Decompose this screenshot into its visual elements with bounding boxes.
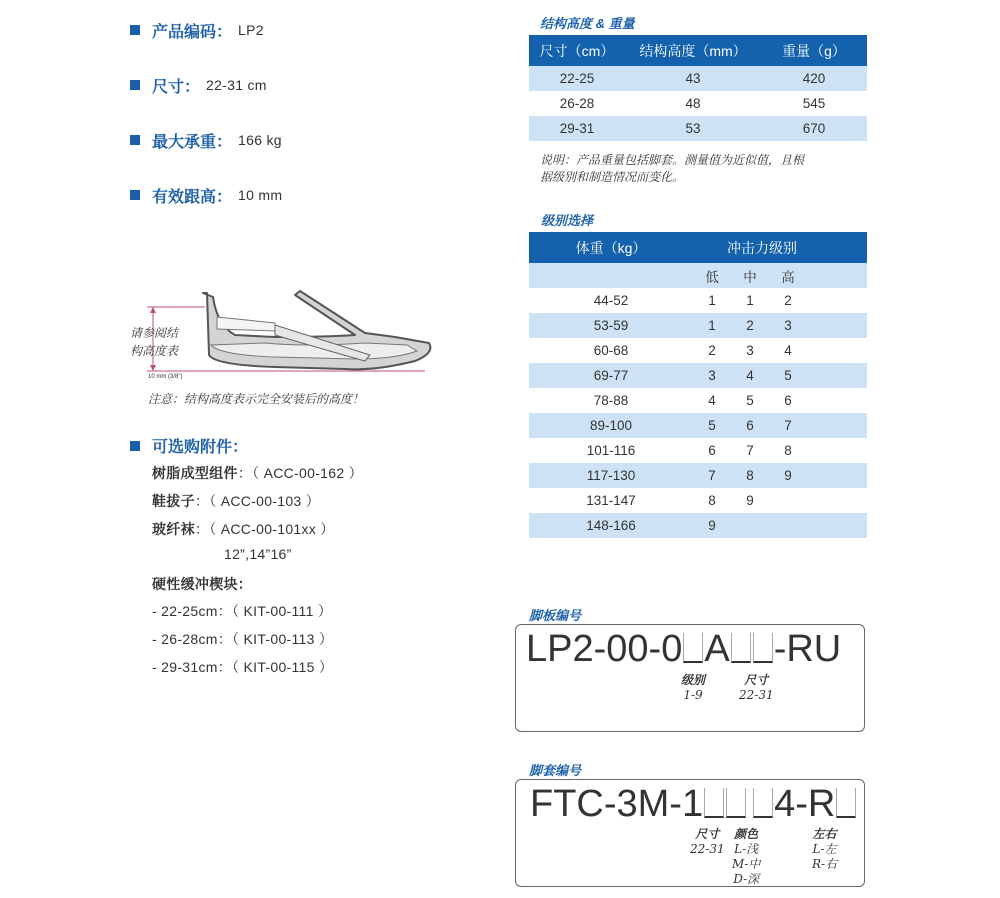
code-part: A bbox=[704, 628, 730, 670]
spec-label: 尺寸： bbox=[152, 78, 201, 96]
table-header-cell: 结构高度（mm） bbox=[625, 35, 761, 66]
table-cell: 60-68 bbox=[593, 343, 629, 358]
table-cell: 53-59 bbox=[529, 313, 693, 338]
table-cell: 6 bbox=[784, 393, 792, 408]
accessory-name: 树脂成型组件 bbox=[152, 465, 238, 481]
table-cell: 4 bbox=[731, 363, 769, 388]
code-label-value: L-浅 bbox=[734, 842, 759, 856]
table-header-row bbox=[529, 232, 867, 263]
table-cell bbox=[807, 338, 867, 363]
size-slot bbox=[753, 633, 773, 663]
accessory-name: 鞋拔子 bbox=[152, 493, 195, 509]
table-cell bbox=[731, 513, 769, 538]
table-cell bbox=[807, 413, 867, 438]
table-cell: 44-52 bbox=[593, 293, 629, 308]
table-cell bbox=[807, 513, 867, 538]
table-cell: 2 bbox=[708, 343, 716, 358]
table-row bbox=[529, 463, 867, 488]
table-row bbox=[529, 413, 867, 438]
code-label-title: 颜色 bbox=[734, 827, 759, 841]
table-row bbox=[529, 513, 867, 538]
spec-value: 22-31 cm bbox=[206, 77, 267, 93]
foot-plate-code-title: 脚板编号 bbox=[529, 608, 582, 623]
figure-caption: 注意：结构高度表示完全安装后的高度！ bbox=[148, 392, 365, 406]
table-cell: 53 bbox=[625, 116, 761, 141]
table-cell: 29-31 bbox=[529, 116, 625, 141]
table-cell bbox=[807, 438, 867, 463]
code-label-value: 22-31 bbox=[690, 842, 725, 856]
bullet-square-icon bbox=[130, 441, 140, 451]
side-slot-label bbox=[812, 827, 837, 872]
table-cell: 117-130 bbox=[529, 463, 693, 488]
table-row bbox=[529, 116, 867, 141]
spec-value: 10 mm bbox=[238, 187, 283, 203]
size-slot bbox=[731, 633, 751, 663]
table-cell: 1 bbox=[708, 293, 716, 308]
table-subheader-cell: 低 bbox=[693, 263, 731, 288]
foot-plate-code-box bbox=[515, 624, 865, 732]
accessory-item bbox=[152, 491, 320, 511]
table-cell: 69-77 bbox=[529, 363, 693, 388]
table-cell bbox=[529, 263, 693, 288]
table-cell: 4 bbox=[784, 343, 792, 358]
spec-value: LP2 bbox=[238, 22, 264, 38]
structure-table bbox=[529, 35, 867, 141]
spec-heel-height bbox=[130, 185, 282, 205]
table-header-cell: 尺寸（cm） bbox=[529, 35, 625, 66]
table-cell: 1 bbox=[693, 313, 731, 338]
bullet-square-icon bbox=[130, 25, 140, 35]
table-cell: 7 bbox=[746, 443, 754, 458]
size-slot bbox=[726, 788, 746, 818]
spec-product-code bbox=[130, 20, 264, 40]
code-label-value: D-深 bbox=[733, 872, 760, 886]
figure-side-label-line: 请参阅结 bbox=[130, 326, 179, 340]
code-part: 4-R bbox=[774, 783, 836, 825]
structure-note bbox=[540, 152, 804, 186]
table-cell: 43 bbox=[625, 66, 761, 91]
table-cell: 5 bbox=[769, 363, 807, 388]
code-label-value: 1-9 bbox=[683, 688, 703, 702]
foot-plate-code bbox=[526, 628, 841, 671]
color-slot-label bbox=[732, 827, 760, 887]
table-cell bbox=[807, 313, 867, 338]
table-cell: 9 bbox=[693, 513, 731, 538]
spec-label: 有效跟高： bbox=[152, 188, 233, 206]
code-part: -RU bbox=[773, 628, 842, 670]
table-row bbox=[529, 388, 867, 413]
table-row bbox=[529, 438, 867, 463]
figure-side-label bbox=[130, 324, 178, 360]
color-slot bbox=[753, 788, 773, 818]
table-row bbox=[529, 488, 867, 513]
table-cell: 89-100 bbox=[529, 413, 693, 438]
table-subheader-row bbox=[529, 263, 867, 288]
structure-note-line: 据级别和制造情况而变化。 bbox=[540, 170, 685, 184]
table-cell: 8 bbox=[784, 443, 792, 458]
spec-label: 最大承重： bbox=[152, 133, 233, 151]
table-cell: 22-25 bbox=[529, 66, 625, 91]
table-cell: 3 bbox=[746, 343, 754, 358]
table-row bbox=[529, 338, 867, 363]
table-cell: 3 bbox=[769, 313, 807, 338]
table-cell: 26-28 bbox=[559, 96, 595, 111]
table-cell bbox=[807, 263, 867, 288]
size-slot-label bbox=[690, 827, 725, 857]
code-part: LP2-00-0 bbox=[526, 628, 683, 670]
table-cell bbox=[807, 488, 867, 513]
structure-note-line: 说明：产品重量包括脚套。测量值为近似值，且根 bbox=[540, 153, 805, 167]
spec-max-load bbox=[130, 130, 282, 150]
wedge-item: - 29-31cm：（ KIT-00-115 ） bbox=[152, 659, 334, 675]
table-row bbox=[529, 313, 867, 338]
table-cell bbox=[807, 288, 867, 313]
table-header-cell: 冲击力级别 bbox=[693, 232, 867, 263]
code-label-value: R-右 bbox=[812, 857, 838, 871]
table-cell: 7 bbox=[769, 413, 807, 438]
table-cell: 148-166 bbox=[529, 513, 693, 538]
accessory-item bbox=[152, 519, 335, 539]
accessories-title: 可选购附件： bbox=[152, 439, 249, 456]
table-subheader-cell: 中 bbox=[731, 263, 769, 288]
table-header-cell: 体重（kg） bbox=[529, 232, 693, 263]
sock-sizes: 12”,14”16” bbox=[224, 546, 292, 562]
table-header-row bbox=[529, 35, 867, 66]
table-cell: 9 bbox=[769, 463, 807, 488]
wedge-item: - 26-28cm：（ KIT-00-113 ） bbox=[152, 631, 334, 647]
spec-size bbox=[130, 75, 267, 95]
table-cell: 101-116 bbox=[586, 443, 636, 458]
table-cell: 545 bbox=[802, 96, 826, 111]
table-row bbox=[529, 288, 867, 313]
bullet-square-icon bbox=[130, 80, 140, 90]
code-part: FTC-3M-1 bbox=[530, 783, 704, 825]
foot-shell-code-title: 脚套编号 bbox=[529, 763, 582, 778]
level-table-title: 级别选择 bbox=[541, 213, 594, 228]
size-slot bbox=[704, 788, 724, 818]
bullet-square-icon bbox=[130, 190, 140, 200]
side-slot bbox=[836, 788, 856, 818]
code-label-title: 左右 bbox=[812, 827, 837, 841]
size-slot-label bbox=[739, 673, 774, 703]
wedge-title: 硬性缓冲楔块： bbox=[152, 576, 253, 592]
code-label-value: L-左 bbox=[812, 842, 837, 856]
table-cell: 1 bbox=[746, 293, 754, 308]
table-cell: 4 bbox=[708, 393, 716, 408]
accessory-code: ：（ ACC-00-101xx ） bbox=[194, 521, 335, 537]
table-cell: 78-88 bbox=[593, 393, 629, 408]
table-cell bbox=[807, 363, 867, 388]
table-cell: 2 bbox=[784, 293, 792, 308]
table-cell: 131-147 bbox=[586, 493, 636, 508]
table-row bbox=[529, 66, 867, 91]
table-cell: 670 bbox=[761, 116, 867, 141]
figure-side-label-line: 构高度表 bbox=[130, 344, 179, 358]
foot-shell-code-box bbox=[515, 779, 865, 887]
accessory-item bbox=[152, 463, 363, 483]
table-cell: 6 bbox=[708, 443, 716, 458]
table-row bbox=[529, 91, 867, 116]
table-cell: 8 bbox=[731, 463, 769, 488]
table-row bbox=[529, 363, 867, 388]
table-subheader-cell: 高 bbox=[769, 263, 807, 288]
table-cell bbox=[769, 488, 807, 513]
table-cell: 2 bbox=[731, 313, 769, 338]
heel-height-label: 10 mm (3/8") bbox=[148, 374, 183, 380]
accessories-heading bbox=[130, 434, 248, 457]
table-cell: 5 bbox=[693, 413, 731, 438]
spec-label: 产品编码： bbox=[152, 23, 233, 41]
table-cell: 3 bbox=[693, 363, 731, 388]
accessory-code: ：（ ACC-00-162 ） bbox=[237, 465, 363, 481]
table-cell: 5 bbox=[746, 393, 754, 408]
code-label-title: 级别 bbox=[681, 673, 706, 687]
code-label-value: M-中 bbox=[732, 857, 761, 871]
accessory-name: 玻纤袜 bbox=[152, 521, 195, 537]
table-cell: 420 bbox=[761, 66, 867, 91]
table-cell: 9 bbox=[746, 493, 754, 508]
table-cell: 8 bbox=[708, 493, 716, 508]
level-table bbox=[529, 232, 867, 538]
code-label-value: 22-31 bbox=[739, 688, 774, 702]
accessory-code: ：（ ACC-00-103 ） bbox=[194, 493, 320, 509]
level-slot bbox=[683, 633, 703, 663]
wedge-item: - 22-25cm：（ KIT-00-111 ） bbox=[152, 603, 333, 619]
table-cell: 7 bbox=[693, 463, 731, 488]
structure-table-title: 结构高度 & 重量 bbox=[540, 16, 635, 31]
code-label-title: 尺寸 bbox=[744, 673, 769, 687]
table-cell bbox=[769, 513, 807, 538]
table-cell bbox=[807, 388, 867, 413]
bullet-square-icon bbox=[130, 135, 140, 145]
foot-shell-code bbox=[530, 783, 857, 826]
table-cell: 6 bbox=[731, 413, 769, 438]
table-header-cell: 重量（g） bbox=[761, 35, 867, 66]
spec-value: 166 kg bbox=[238, 132, 282, 148]
table-cell bbox=[807, 463, 867, 488]
level-slot-label bbox=[681, 673, 705, 703]
table-cell: 48 bbox=[685, 96, 701, 111]
code-label-title: 尺寸 bbox=[695, 827, 720, 841]
